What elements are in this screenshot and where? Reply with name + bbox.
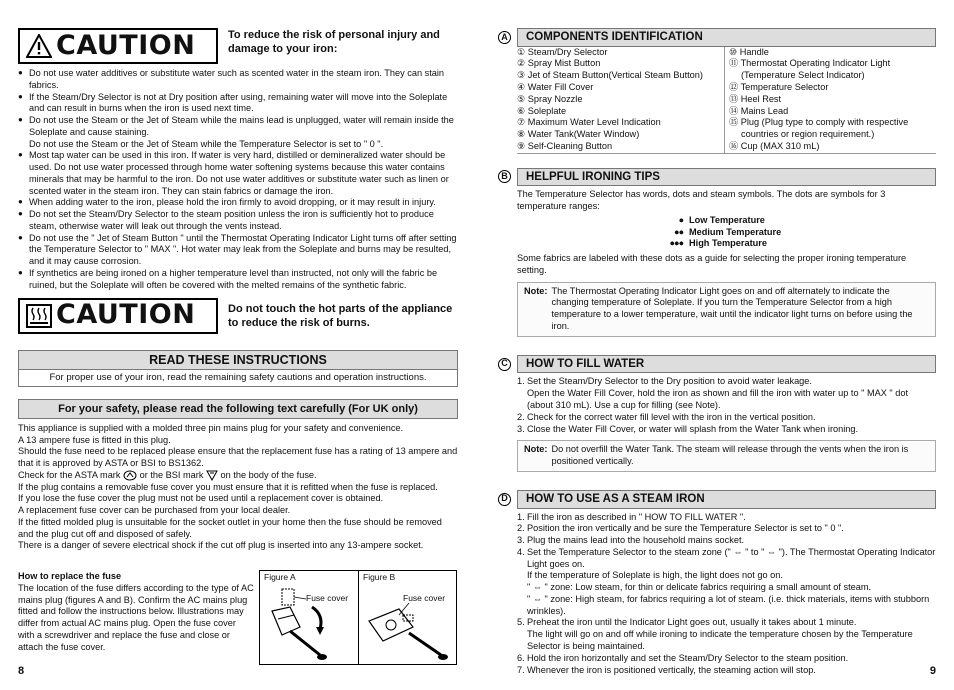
caution-block-1 bbox=[18, 28, 458, 64]
fuse-title: How to replace the fuse bbox=[18, 571, 122, 581]
paragraph: Should the fuse need to be replaced please ensure that the replacement fuse has a rating of 13 ampere and that it is approved by ASTA or BSI to BS1362. bbox=[18, 446, 458, 469]
list-item: ● Do not set the Steam/Dry Selector to the steam position unless the iron is sufficiently hot to produce steam, otherwise water will leak out through the vents instead. bbox=[18, 209, 458, 233]
caution-heading: To reduce the risk of personal injury and damage to your iron: bbox=[228, 29, 440, 56]
fuse-text: The location of the fuse differs according to the type of AC mains plug (figures A and B). Confirm the AC mains plug fitted and follow the instructions below. Illustrations may differ from actual AC mains plug. Open the fuse cover with a screwdriver and replace the fuse and close or attach the fuse cover. bbox=[18, 582, 254, 652]
temperature-label: High Temperature bbox=[689, 238, 767, 249]
section-body bbox=[498, 189, 936, 276]
step-continuation: The light will go on and off while ironing to indicate the temperature chosen by the Temperature Selector is being maintained. bbox=[527, 629, 913, 651]
list-item: ③ Jet of Steam Button(Vertical Steam Button) bbox=[517, 70, 703, 81]
uk-text bbox=[18, 423, 458, 552]
note-text: The Thermostat Operating Indicator Light goes on and off alternately to indicate the changing temperature of Soleplate. If you turn the Temperature Selector from a high temperature to a lower temperature, wait until the indicator light turns on before using the iron. bbox=[551, 285, 913, 331]
section-title: READ THESE INSTRUCTIONS bbox=[18, 350, 458, 370]
step: 5. Preheat the iron until the Indicator Light goes out, usually it takes about 1 minute. The light will go on and off while ironing to indicate the temperature chosen by the Temperature Selector is being maintained. bbox=[517, 617, 936, 652]
paragraph: There is a danger of severe electrical shock if the cut off plug is inserted into any 13-ampere socket. bbox=[18, 540, 424, 551]
list-item-continuation: Do not use the Steam or the Jet of Steam while the Temperature Selector is set to " 0 ". bbox=[29, 138, 384, 149]
list-item: ⑥ Soleplate bbox=[517, 105, 567, 116]
step-text: Close the Water Fill Cover, or water will splash from the Water Tank when ironing. bbox=[527, 423, 859, 434]
figure-label: Figure A bbox=[264, 572, 296, 582]
list-item: ● If the Steam/Dry Selector is not at Dry position after using, remaining water will move into the Soleplate and can result in burns when the iron is used next time. bbox=[18, 92, 458, 116]
section-header bbox=[498, 28, 936, 47]
left-page bbox=[18, 0, 458, 690]
section-title: HOW TO FILL WATER bbox=[517, 355, 936, 374]
list-item: ① Steam/Dry Selector bbox=[517, 46, 608, 57]
list-item: ⑮ Plug (Plug type to comply with respective bbox=[729, 117, 909, 128]
paragraph: If you lose the fuse cover the plug must not be used until a replacement cover is obtained. bbox=[18, 493, 384, 504]
step-text: Whenever the iron is positioned vertically, the steaming action will stop. bbox=[527, 664, 816, 675]
plug-illustration-a bbox=[260, 571, 358, 664]
list-item: ⑫ Temperature Selector bbox=[729, 82, 829, 93]
warning-triangle-icon bbox=[26, 34, 52, 58]
section-a bbox=[498, 28, 936, 154]
fuse-instructions bbox=[18, 571, 254, 653]
hot-surface-icon bbox=[26, 304, 52, 328]
caution-list bbox=[18, 68, 458, 292]
list-item: ⑨ Self-Cleaning Button bbox=[517, 140, 613, 151]
step: 2. Position the iron vertically and be sure the Temperature Selector is set to " 0 ". bbox=[517, 523, 844, 534]
step: 3. Close the Water Fill Cover, or water will splash from the Water Tank when ironing. bbox=[517, 423, 859, 434]
paragraph: If the fitted molded plug is unsuitable for the socket outlet in your home then the fuse should be removed and the plug cut off and disposed of safely. bbox=[18, 516, 442, 539]
temperature-ranges bbox=[667, 215, 936, 250]
step: 4. Set the Temperature Selector to the steam zone (" ⇔ " to " ⇔ "). The Thermostat Operating Indicator Light goes on. If the temperature of Soleplate is high, the light does not go on. " ⇔ " zone: Low steam, for thin or delicate fabrics requiring a small amount of steam. " ⇔ " zone: High steam, for fabrics requiring a lot of steam. (i.e. thick materials, items with stubborn wrinkles). bbox=[517, 546, 936, 616]
section-subtitle: For proper use of your iron, read the remaining safety cautions and operation instructions. bbox=[18, 370, 458, 387]
section-header bbox=[498, 355, 936, 374]
note-label: Note: bbox=[524, 285, 548, 296]
step: 7. Whenever the iron is positioned vertically, the steaming action will stop. bbox=[517, 664, 816, 675]
step-text: Set the Temperature Selector to the steam zone (" ⇔ " to " ⇔ "). The Thermostat Operating Indicator Light goes on. bbox=[527, 546, 936, 569]
figure-a bbox=[260, 571, 358, 664]
dots-medium: ●● bbox=[673, 226, 683, 237]
dots-high: ●●● bbox=[669, 238, 683, 249]
caution-word: CAUTION bbox=[56, 299, 196, 331]
list-item: ● When adding water to the iron, please hold the iron firmly to avoid dropping, or it may result in injury. bbox=[18, 197, 458, 209]
dots-low: ● bbox=[678, 214, 683, 225]
figure-b bbox=[358, 571, 456, 664]
step: 1. Set the Steam/Dry Selector to the Dry position to avoid water leakage. Open the Water Fill Cover, hold the iron as shown and fill the iron with water up to " MAX " dot (about 310 mL). Use a cup for filling (see Note). bbox=[517, 376, 936, 411]
temperature-label: Low Temperature bbox=[689, 214, 765, 225]
components-column-left bbox=[517, 47, 724, 153]
temperature-label: Medium Temperature bbox=[689, 226, 782, 237]
section-letter: C bbox=[498, 358, 511, 371]
list-item: ● Do not use the Steam or the Jet of Steam while the mains lead is unplugged, water will remain inside the Soleplate and cause staining. bbox=[18, 115, 458, 139]
caution-heading: Do not touch the hot parts of the appliance to reduce the risk of burns. bbox=[228, 302, 453, 329]
uk-section bbox=[18, 399, 458, 553]
list-item: ⑭ Mains Lead bbox=[729, 105, 789, 116]
note-text: Do not overfill the Water Tank. The steam will release through the vents when the iron is positioned vertically. bbox=[551, 444, 909, 467]
step-continuation: Open the Water Fill Cover, hold the iron as shown and fill the iron with water up to " MAX " dot (about 310 mL). Use a cup for filling (see Note). bbox=[527, 388, 909, 410]
list-item: ● If synthetics are being ironed on a higher temperature level than instructed, not only will the fabric be ruined, but the Soleplate will often be covered with the melted remains of the synthetic fabric. bbox=[18, 268, 458, 292]
list-item: ● Do not use water additives or substitute water such as scented water in the steam iron. They can stain fabrics. bbox=[18, 68, 458, 92]
asta-mark-icon bbox=[123, 470, 137, 481]
list-item: ② Spray Mist Button bbox=[517, 58, 601, 69]
caution-word: CAUTION bbox=[56, 29, 196, 61]
section-title: HELPFUL IRONING TIPS bbox=[517, 168, 936, 187]
text-span: on the body of the fuse. bbox=[220, 469, 317, 480]
paragraph: The Temperature Selector has words, dots and steam symbols. The dots are symbols for 3 temperature ranges: bbox=[517, 189, 886, 212]
temperature-row bbox=[667, 215, 936, 227]
section-body bbox=[498, 512, 936, 677]
step-text: Fill the iron as described in " HOW TO FILL WATER ". bbox=[527, 511, 746, 522]
paragraph: A 13 ampere fuse is fitted in this plug. bbox=[18, 434, 171, 445]
page-number: 8 bbox=[18, 665, 25, 677]
section-b bbox=[498, 168, 936, 337]
section-title: COMPONENTS IDENTIFICATION bbox=[517, 28, 936, 47]
read-instructions-section bbox=[18, 350, 458, 387]
list-item: ⑩ Handle bbox=[729, 46, 769, 57]
list-item: ⑦ Maximum Water Level Indication bbox=[517, 117, 661, 128]
right-page bbox=[498, 0, 936, 690]
step: 6. Hold the iron horizontally and set the Steam/Dry Selector to the steam position. bbox=[517, 652, 849, 663]
list-item: ⑤ Spray Nozzle bbox=[517, 93, 583, 104]
section-letter: A bbox=[498, 31, 511, 44]
list-item: (Temperature Select Indicator) bbox=[741, 70, 865, 81]
section-header bbox=[498, 490, 936, 509]
list-item: ⑯ Cup (MAX 310 mL) bbox=[729, 140, 820, 151]
fuse-cover-label: Fuse cover bbox=[403, 593, 446, 603]
step-text: Hold the iron horizontally and set the Steam/Dry Selector to the steam position. bbox=[527, 652, 849, 663]
step-continuation: If the temperature of Soleplate is high, the light does not go on. bbox=[527, 570, 783, 581]
components-list bbox=[517, 47, 936, 154]
step-text: Preheat the iron until the Indicator Light goes out, usually it takes about 1 minute. bbox=[527, 617, 857, 628]
paragraph: This appliance is supplied with a molded three pin mains plug for your safety and convenience. bbox=[18, 422, 404, 433]
step: 1. Fill the iron as described in " HOW TO FILL WATER ". bbox=[517, 511, 746, 522]
step-text: Plug the mains lead into the household mains socket. bbox=[527, 535, 745, 546]
fuse-cover-label: Fuse cover bbox=[306, 593, 349, 603]
paragraph: If the plug contains a removable fuse cover you must ensure that it is refitted when the fuse is replaced. bbox=[18, 481, 438, 492]
list-item: ● Do not use the " Jet of Steam Button " until the Thermostat Operating Indicator Light turns off after setting the Temperature Selector to " MAX ". Hot water may leak from the Soleplate and burns may be resulted, and it may cause corrosion. bbox=[18, 233, 458, 268]
paragraph bbox=[18, 470, 458, 482]
step: 2. Check for the correct water fill level with the iron in the vertical position. bbox=[517, 411, 816, 422]
paragraph: Some fabrics are labeled with these dots as a guide for selecting the proper ironing temperature setting. bbox=[517, 253, 907, 275]
section-title: For your safety, please read the following text carefully (For UK only) bbox=[18, 399, 458, 419]
section-title: HOW TO USE AS A STEAM IRON bbox=[517, 490, 936, 509]
text-span: Check for the ASTA mark bbox=[18, 469, 121, 480]
figure-label: Figure B bbox=[363, 572, 396, 582]
page-number: 9 bbox=[929, 665, 936, 677]
list-item: ⑬ Heel Rest bbox=[729, 93, 782, 104]
note-box bbox=[517, 282, 936, 337]
step-text: Position the iron vertically and be sure the Temperature Selector is set to " 0 ". bbox=[527, 523, 844, 534]
note-label: Note: bbox=[524, 444, 548, 455]
list-item: ④ Water Fill Cover bbox=[517, 82, 594, 93]
caution-badge bbox=[18, 28, 218, 64]
step-continuation: " ⇔ " zone: Low steam, for thin or delicate fabrics requiring a small amount of steam. bbox=[527, 582, 872, 593]
bsi-kitemark-icon bbox=[206, 470, 218, 481]
list-item: ⑪ Thermostat Operating Indicator Light bbox=[729, 58, 891, 69]
list-item: ● Most tap water can be used in this iron. If water is very hard, distilled or demineralized water should be used. Do not use water processed through home water softening systems because this water contains minerals that may be harmful to the iron. Do not use water additives or substitute water such as linen or scented water in the steam iron. They can stain fabrics or damage the iron. bbox=[18, 150, 458, 197]
step-text: Set the Steam/Dry Selector to the Dry position to avoid water leakage. bbox=[527, 376, 812, 387]
text-span: or the BSI mark bbox=[139, 469, 204, 480]
caution-block-2 bbox=[18, 298, 458, 334]
plug-illustration-b bbox=[359, 571, 457, 664]
step-continuation: " ⇔ " zone: High steam, for fabrics requiring a lot of steam. (i.e. thick materials, items with stubborn wrinkles). bbox=[527, 593, 930, 616]
list-item: ⑧ Water Tank(Water Window) bbox=[517, 129, 640, 140]
list-item: countries or region requirement.) bbox=[741, 129, 875, 140]
paragraph: A replacement fuse cover can be purchased from your local dealer. bbox=[18, 505, 291, 516]
section-body bbox=[498, 376, 936, 435]
section-letter: B bbox=[498, 170, 511, 183]
caution-badge bbox=[18, 298, 218, 334]
section-d bbox=[498, 490, 936, 676]
temperature-row bbox=[667, 238, 936, 250]
components-column-right bbox=[724, 47, 936, 153]
section-c bbox=[498, 355, 936, 472]
fuse-figures bbox=[259, 570, 457, 665]
step: 3. Plug the mains lead into the household mains socket. bbox=[517, 535, 745, 546]
section-header bbox=[498, 168, 936, 187]
section-letter: D bbox=[498, 493, 511, 506]
step-text: Check for the correct water fill level with the iron in the vertical position. bbox=[527, 411, 816, 422]
note-box bbox=[517, 440, 936, 472]
temperature-row bbox=[667, 227, 936, 239]
